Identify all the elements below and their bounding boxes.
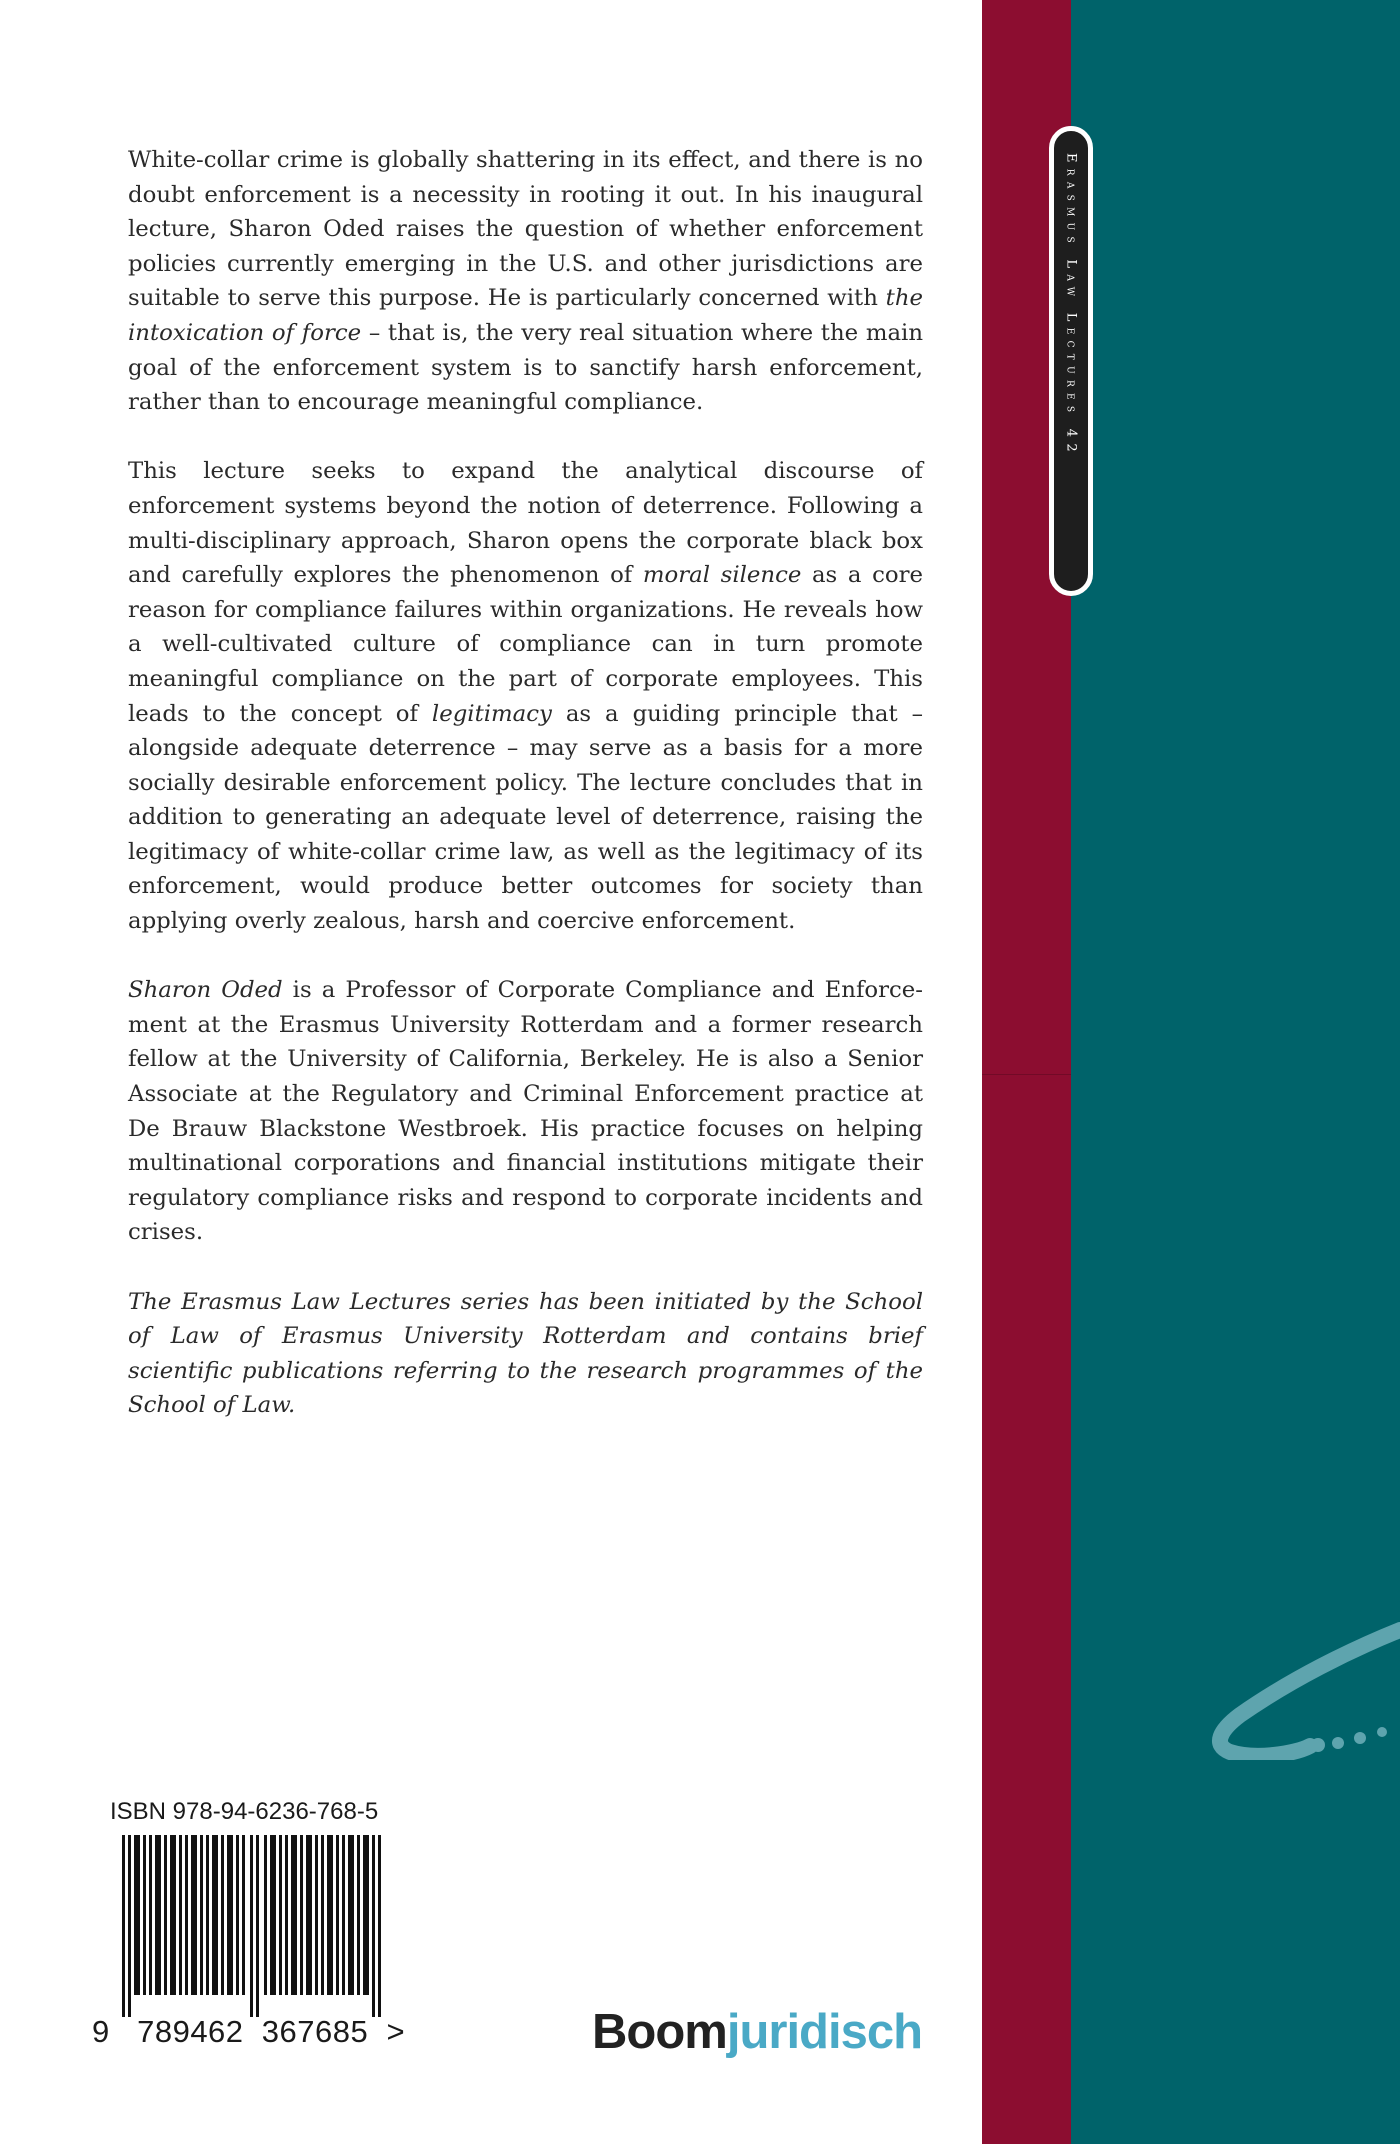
- blurb-text: This lecture seeks to expand the analytical discourse of enforcement systems beyond the notion of deterrence. Following a multi-disciplinary approach, Sharon opens the corporate black box and carefully explores the phenomenon of: [128, 458, 923, 589]
- publisher-logo: [592, 2004, 922, 2060]
- spine-series-label: [1049, 126, 1093, 596]
- blurb-text: as a core reason for compliance failures within organizations. He reveals how a well-cultivated culture of compliance can in turn promote meaningful compliance on the part of corporate employees. This leads to the concept of: [128, 562, 923, 727]
- blurb-text: – that is, the very real situation where the main goal of the enforcement system is to sanctify harsh enforcement, rather than to encourage meaningful compliance.: [128, 319, 924, 416]
- barcode-lead-digit: 9: [92, 2014, 110, 2049]
- blurb-text: as a guiding principle that – alongside adequate deterrence – may serve as a basis for a more socially desirable enforcement policy. The lecture concludes that in addition to generating an adequate level of deterrence, raising the legitimacy of white-collar crime law, as well as the legitimacy of its enforcement, would produce better outcomes for society than applying overly zealous, harsh and coercive enforcement.: [128, 700, 923, 935]
- blurb-emphasis: the intoxication of force: [128, 285, 923, 346]
- spine-series-title: Erasmus Law Lectures 42: [1063, 153, 1079, 458]
- blurb-text: is a Professor of Corporate Compliance and Enforcement at the Erasmus University Rotterdam and a former research fellow at the University of California, Berkeley. He is also a Senior Associate at the Regulatory and Criminal Enforcement practice at De Brauw Blackstone Westbroek. His practice focuses on helping multinational corporations and financial institutions mitigate their regulatory compliance risks and respond to corporate incidents and crises.: [128, 977, 923, 1246]
- barcode-digits: [92, 2014, 405, 2050]
- barcode-icon: [118, 1835, 388, 2017]
- series-note: The Erasmus Law Lectures series has been initiated by the School of Law of Erasmus University Rotterdam and contains brief scientific publications referring to the research programmes of the School of Law.: [128, 1288, 923, 1419]
- swoosh-graphic: [1200, 1540, 1400, 1760]
- blurb-emphasis: moral silence: [642, 562, 802, 589]
- barcode-group-left: 789462: [137, 2014, 244, 2049]
- barcode-marker: >: [386, 2014, 406, 2049]
- blurb-emphasis: legitimacy: [431, 700, 552, 727]
- publisher-logo-juridisch: juridisch: [726, 2005, 923, 2059]
- publisher-logo-boom: Boom: [592, 2005, 727, 2059]
- blurb-text: White-collar crime is globally shattering in its effect, and there is no doubt enforcement is a necessity in rooting it out. In his inaugural lecture, Sharon Oded raises the question of whether enforcement policies currently emerging in the U.S. and other jurisdictions are suitable to serve this purpose. He is particularly concerned with: [128, 147, 923, 312]
- blurb-paragraph-lecture: [128, 454, 923, 938]
- barcode-group-right: 367685: [261, 2014, 369, 2049]
- isbn-label: ISBN 978-94-6236-768-5: [110, 1798, 379, 1825]
- blurb-paragraph-author: [128, 973, 923, 1250]
- back-cover-blurb: [128, 143, 923, 1458]
- blurb-paragraph-intro: [128, 143, 923, 420]
- author-name: Sharon Oded: [128, 977, 283, 1004]
- front-cover-teal-edge: [1071, 0, 1400, 2144]
- spine-seam: [982, 1074, 1071, 1075]
